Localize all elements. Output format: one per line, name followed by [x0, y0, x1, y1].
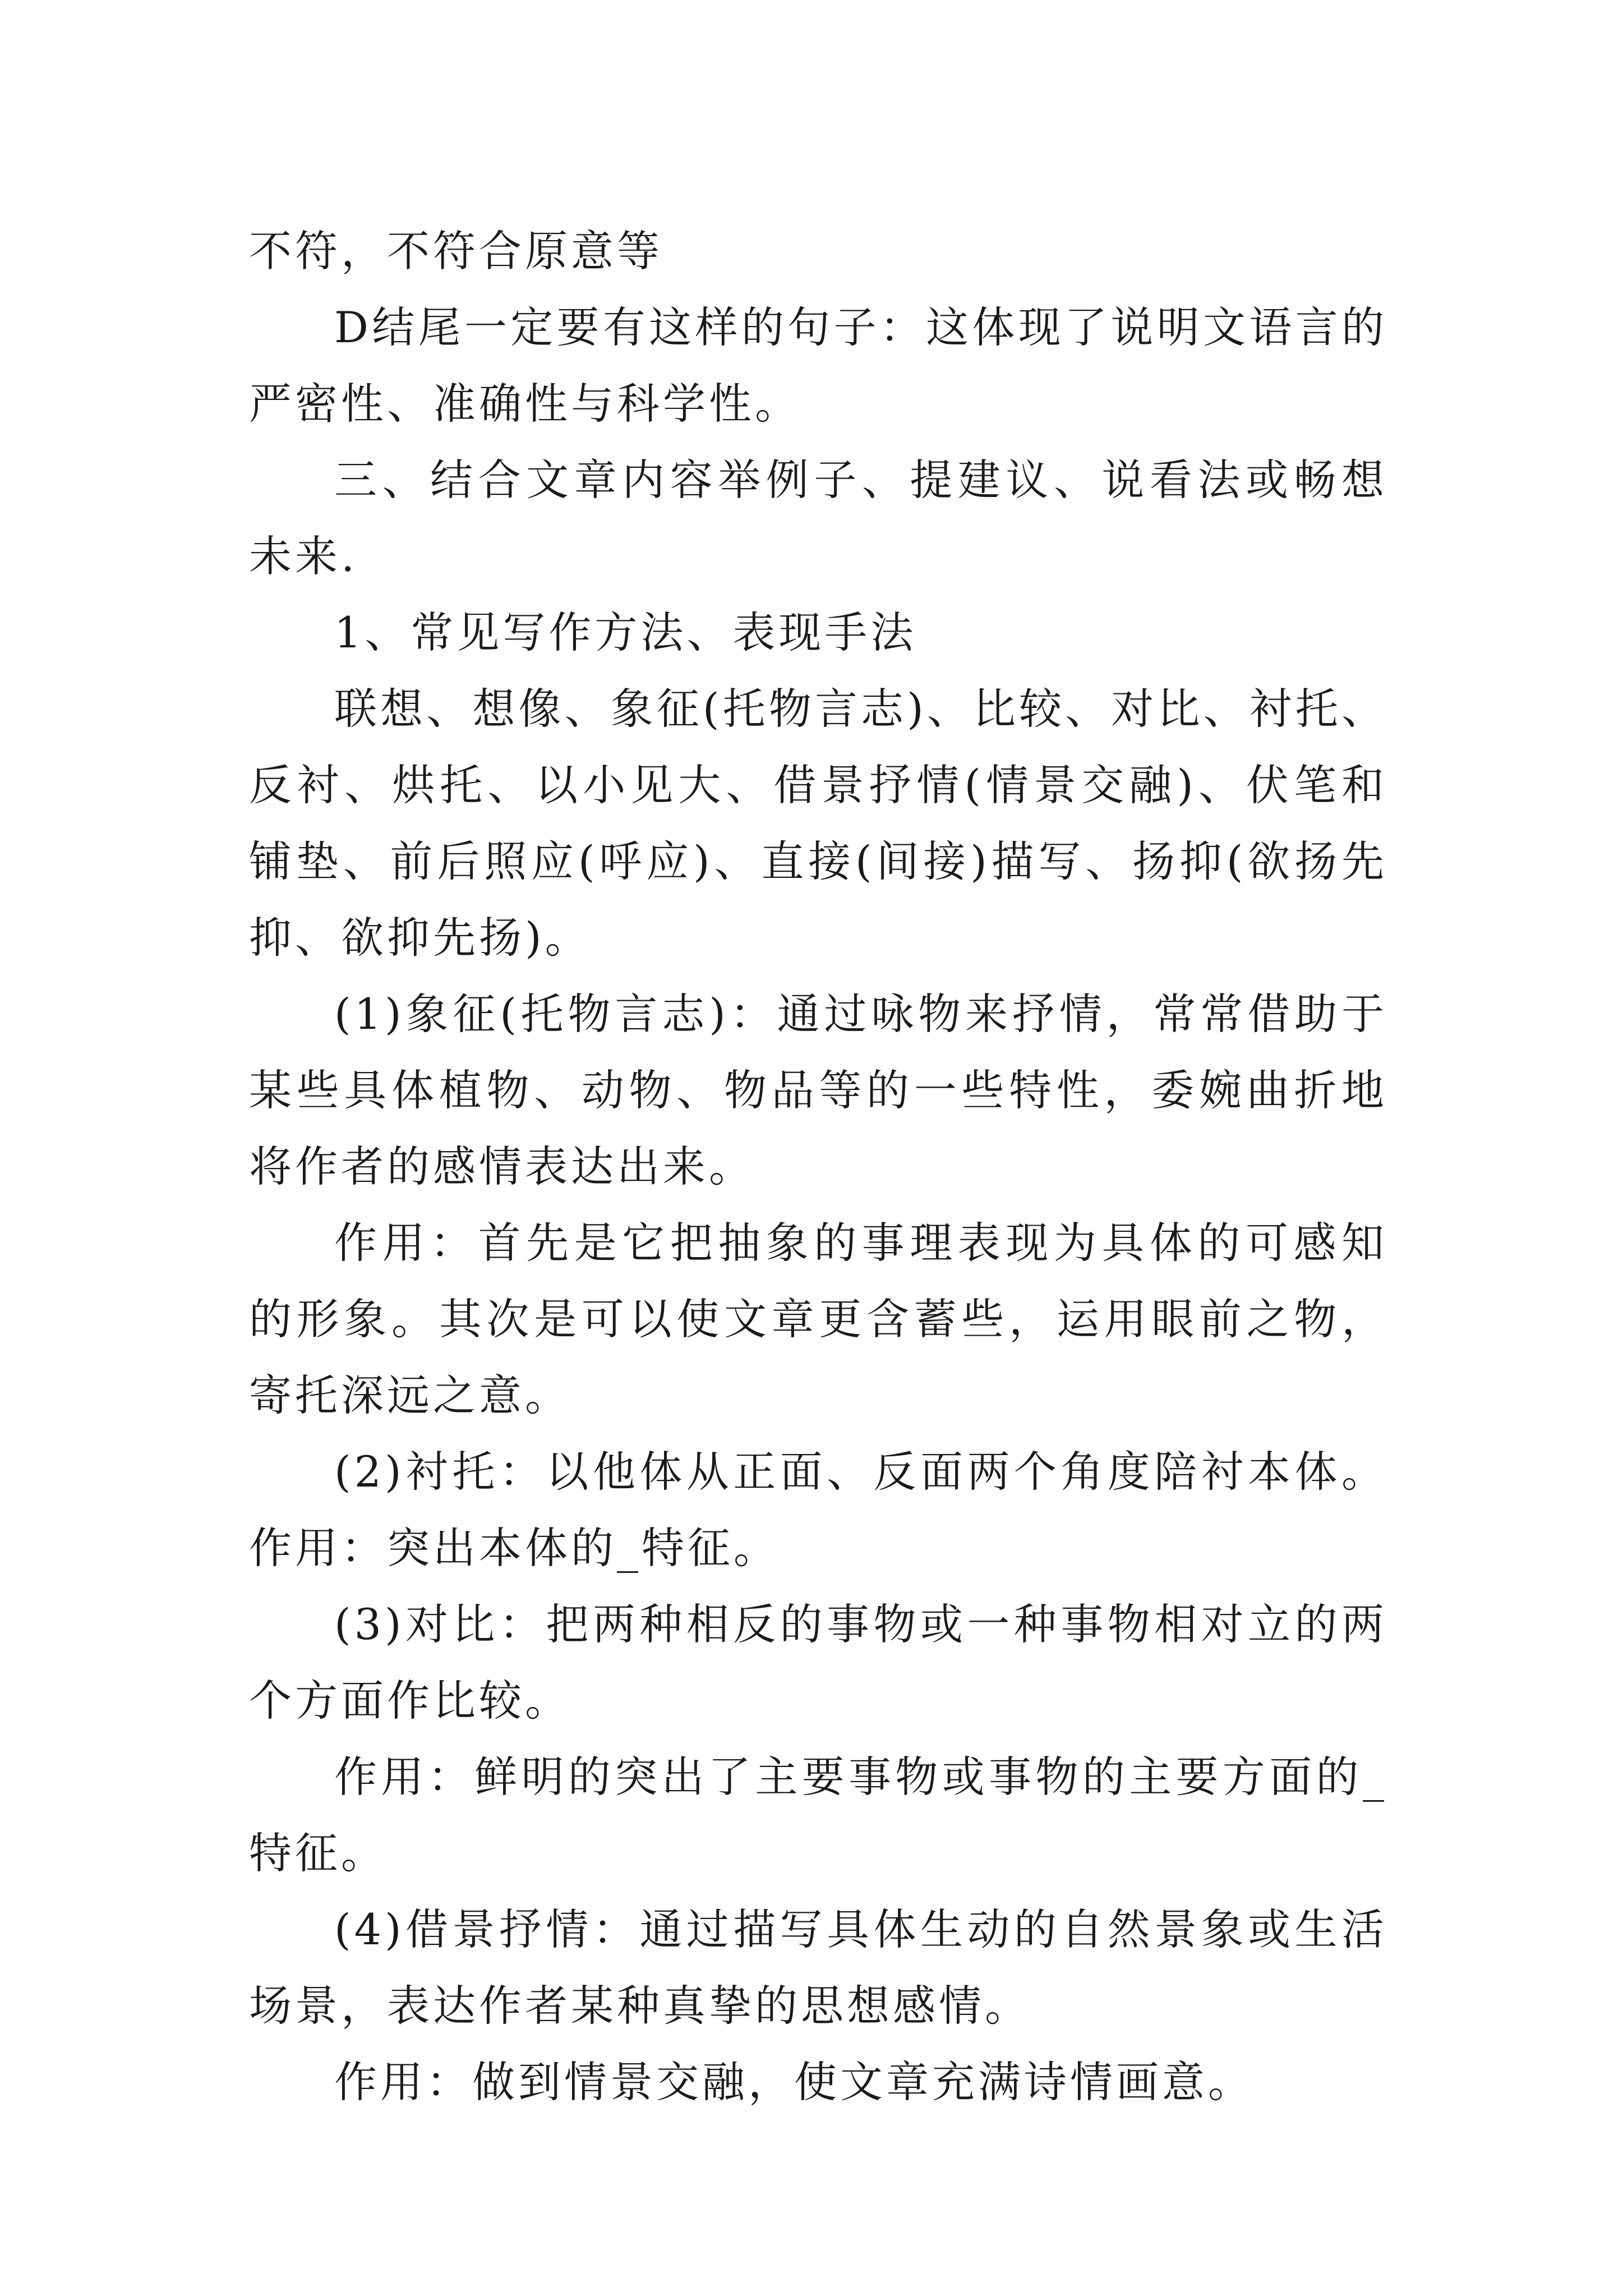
paragraph: 联想、想像、象征(托物言志)、比较、对比、衬托、反衬、烘托、以小见大、借景抒情(情景交融)、伏笔和铺垫、前后照应(呼应)、直接(间接)描写、扬抑(欲扬先抑、欲抑先扬)。: [249, 684, 1387, 963]
subsection-heading: 1、常见写作方法、表现手法: [334, 608, 917, 657]
paragraph: (2)衬托：以他体从正面、反面两个角度陪衬本体。作用：突出本体的_特征。: [249, 1447, 1387, 1573]
paragraph: (1)象征(托物言志)：通过咏物来抒情，常常借助于某些具体植物、动物、物品等的一些特性，委婉曲折地将作者的感情表达出来。: [249, 989, 1387, 1191]
paragraph: 不符，不符合原意等: [249, 226, 663, 276]
paragraph: (3)对比：把两种相反的事物或一种事物相对立的两个方面作比较。: [249, 1599, 1387, 1726]
paragraph: (4)借景抒情：通过描写具体生动的自然景象或生活场景，表达作者某种真挚的思想感情。: [249, 1904, 1387, 2031]
paragraph: 作用：首先是它把抽象的事理表现为具体的可感知的形象。其次是可以使文章更含蓄些，运用眼前之物，寄托深远之意。: [249, 1218, 1387, 1420]
paragraph: D结尾一定要有这样的句子：这体现了说明文语言的严密性、准确性与科学性。: [249, 302, 1387, 429]
paragraph: 作用：做到情景交融，使文章充满诗情画意。: [334, 2057, 1254, 2107]
paragraph: 作用：鲜明的突出了主要事物或事物的主要方面的_特征。: [249, 1752, 1387, 1878]
document-body: [249, 213, 1387, 2120]
section-heading: 三、结合文章内容举例子、提建议、说看法或畅想未来.: [249, 455, 1387, 581]
